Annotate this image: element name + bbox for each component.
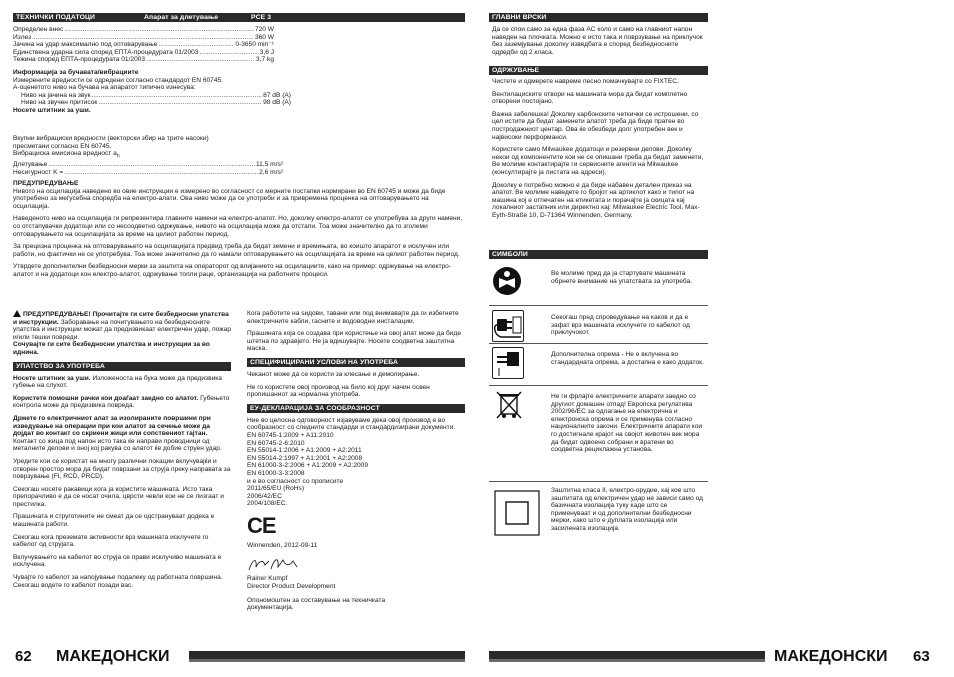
symbol-divider	[489, 385, 708, 386]
ear-protection: Носете штитник за уши.	[13, 106, 91, 114]
usage-paragraph: Прашината која се создава при користење на овој апат може да биде штетна по здравјето. Не ја вдишувајте. Носете соодветна заштитна маска.	[247, 330, 461, 353]
ce-mark-icon: CE	[247, 512, 276, 538]
page-language: МАКЕДОНСКИ	[774, 648, 888, 665]
vibration-emission: Вибрациска емисиона вредност $a_h$	[13, 150, 120, 160]
warning-triangle-icon	[13, 310, 21, 317]
symbol-description: Дополнителна опрема - Не е вклучена во стандардната опрема, а достапна е како додаток.	[551, 351, 704, 366]
ce-intro: Ние во целосна одговорност изјавуваме дека овој производ е во сообразност со следните стандарди и стандардизирани документи.	[247, 416, 456, 432]
standard-item: EN 60745-1:2009 + A11:2010	[247, 431, 334, 439]
standard-item: EN 61000-3-3:2008	[247, 469, 305, 477]
usage-paragraph: Уредите кои се користат на многу различни локации вклучувајќи и отворен простор мора да бидат поврзани за струја преку направата за поврзување (FI, RCD, PRCD).	[13, 457, 231, 481]
usage-paragraph: Секогаш кога преземате активности врз машината исклучете го кабелот од струјата.	[13, 533, 209, 549]
footer-rule-shadow	[489, 659, 765, 662]
vibration-row: Несигурност K = ..... 2,6 m/s²	[13, 169, 283, 177]
spec-row: Излез ..... 360 W	[13, 34, 274, 42]
specified-use-paragraph: Не го користете овој производ на било кој друг начин освен пропишаниот за нормална употреба.	[247, 383, 430, 399]
maintenance-section	[492, 78, 706, 225]
spec-row: Единствена ударна сила според ЕПТА-процедурата 01/2003 ..... 3,6 J	[13, 49, 274, 57]
usage-header: УПАТСТВО ЗА УПОТРЕБА	[13, 362, 231, 371]
spec-row: Јачина на удар максимално под оптоварување ..... 0-3650 min⁻¹	[13, 41, 274, 49]
standard-item: EN 61000-3-2:2006 + A1:2009 + A2:2009	[247, 462, 368, 470]
vibration-warning	[13, 180, 465, 284]
vibration-row: Длетување ..... 11,5 m/s²	[13, 161, 283, 169]
symbol-divider	[489, 481, 708, 482]
warning-paragraph: Нивото на осцилација наведено во овие инструкции е измерено во согласност со мерните постапки нормирани во EN 60745 и може да биде употребено за меѓусебна споредба на електро-алати. Ова ниво може да се употреби и за привремена проценка на оптоварувањето на осцилација.	[13, 187, 446, 210]
vibration-section	[13, 135, 283, 176]
main-connection-header: ГЛАВНИ ВРСКИ	[489, 13, 708, 22]
spec-row: Тежина според ЕПТА-процедурата 01/2003 ..... 3,7 kg	[13, 56, 274, 64]
accessory-icon	[492, 347, 524, 379]
maintenance-paragraph: Вентилациските отвори на машината мора да бидат комплетно отворени постојано.	[492, 90, 688, 106]
noise-weighted: А-оценетото ниво на бучава на апаратот типично изнесува:	[13, 84, 196, 92]
spec-table	[13, 26, 274, 64]
tech-data-model: PCE 3	[251, 14, 272, 21]
maintenance-paragraph: Важна забелешка! Доколку карбонските четкички се истрошени, со цел истите да бидат заменети алатот треба да биде пратен во постродажниот центар. Ова ќе обезбеди долг употребен век и највисоки перформанси.	[492, 110, 699, 141]
symbol-description: Ве молиме пред да ја стартувате машината обрнете внимание на упатствата за употреба.	[551, 270, 693, 285]
maintenance-paragraph: Доколку е потребно можно е да биде набавен детален приказ на апатот. Ве молиме наведете го бројот на артиклот како и типот на машина кој е отпечатен на етикетата и порачајте ја скицата кај локалниот застапник или директно кај: Milwaukee Electric Tool, Max-Eyth-Straße 10, D-71364 Winnenden, Germany.	[492, 181, 700, 219]
usage-paragraph: Вклучувањето на кабелот во струја се прави исклучиво машината е исклучена.	[13, 553, 222, 569]
specified-use-header: СПЕЦИФИЦИРАНИ УСЛОВИ НА УПОТРЕБА	[247, 358, 465, 367]
usage-paragraph: Држете го електричниот алат за изoлираните површини при изведување на операции при кои алатот за сечење може да дојдат во контакт со скриени жици или сопствениот гајтан. Контакт со жица под напон исто така ќе направи проводници од металните делови и оној кој ракува со алатот ќе добие струен удар.	[13, 414, 222, 453]
specified-use-paragraph: Чеканот може да се користи за клесање и демолирање.	[247, 370, 420, 378]
signer-name: Rainer Kumpf	[247, 575, 288, 583]
symbol-divider	[489, 343, 708, 344]
noise-row: Ниво на звучен притисок ..... 98 dB (A)	[13, 99, 291, 107]
keep-instructions: Сочувајте ги сите безбедносни упатства и инструкции за во иднина.	[13, 341, 210, 356]
weee-bin-icon	[495, 390, 523, 422]
usage-paragraph: Секогаш носете ракавици кога ја користите машината. Исто така препорачливо е да се носат очила, цврсти чевли кои не се лизгаат и престилка.	[13, 485, 224, 508]
page-number: 63	[913, 648, 930, 665]
page-number: 62	[15, 648, 32, 665]
noise-title: Информација за бучавата/вибрациите	[13, 69, 139, 76]
signer-title: Director Product Development	[247, 583, 336, 591]
standard-item: EN 55014-2:1997 + A1:2001 + A2:2008	[247, 454, 363, 462]
standard-item: EN 60745-2-6:2010	[247, 439, 305, 447]
page-language: МАКЕДОНСКИ	[56, 648, 170, 665]
usage-paragraph: Кога работите на ѕидови, тавани или под внимавајте да ги избегнете електричните кабли, гасните и водоводни инсталации.	[247, 310, 459, 325]
vibration-intro: Вкупни вибрациски вредности (векторски збир на трите насоки) пресметани согласно EN 60745.	[13, 135, 209, 150]
spec-row: Определен внес ..... 720 W	[13, 26, 274, 34]
place-date: Winnenden, 2012-09-11	[247, 541, 318, 549]
class-ii-icon	[493, 489, 541, 537]
ce-declaration-header: ЕУ-ДЕКЛАРАЦИЈА ЗА СООБРАЗНОСТ	[247, 404, 465, 413]
noise-intro: Измерените вредности се одредени согласно стандардот EN 60745.	[13, 76, 223, 84]
left-column-b	[247, 310, 465, 612]
tech-data-title: ТЕХНИЧКИ ПОДАТОЦИ	[16, 14, 96, 21]
unplug-icon	[492, 310, 524, 342]
noise-section	[13, 69, 291, 115]
warning-paragraph: Утврдете дополнителни безбедносни мерки за заштита на операторот од влијанието на осцилациите, како на пример: одржување на електро-алатот и на додатоци кон електро-алатот, одржување топли раце, организација на работните процеси.	[13, 263, 452, 278]
signature-icon	[247, 555, 307, 573]
directive-item: 2004/108/EC.	[247, 500, 288, 508]
usage-paragraph: Прашината и струготините не смеат да се одстрануваат додека е машината работи.	[13, 513, 215, 529]
symbol-description: Заштитна класа II, електро-орудие, кај кое што заштитата од електричен удар не зависи само од базичната изолација туку каде што се применуваат и од дополнителни безбедносни мерки, како што е дуплата изолација или засилената изолација.	[551, 487, 703, 532]
usage-paragraph: Чувајте го кабелот за напојување подалеку од работната површина. Секогаш водете го кабелот позади вас.	[13, 574, 223, 589]
left-column-a	[13, 310, 231, 594]
footer-rule	[489, 651, 765, 659]
maintenance-header: ОДРЖУВАЊЕ	[489, 66, 708, 75]
directive-item: 2006/42/EC	[247, 492, 282, 500]
vibration-warning-title: ПРЕДУПРЕДУВАЊЕ	[13, 180, 79, 187]
read-manual-icon	[492, 266, 522, 296]
standard-item: EN 55014-1:2006 + A1:2009 + A2:2011	[247, 447, 362, 455]
main-connection-text: Да се спои само за една фаза AC коло и само на главниот напон наведен на плочката. Можно е исто така и поврзување на приклучок без заземјување доколку изведбата е според безбедносните одредби од 2 класа.	[492, 26, 703, 56]
maintenance-paragraph: Чистете и одмерете навреме песно помачкувајте со FIXTEC.	[492, 78, 679, 85]
symbol-description: Не ги фрлајте електричните апарати заедно со другиот домашен отпад! Европска регулатива 2002/96/EC за одлагање на електрична и електронска опрема и се применува согласно националните закони. Електричните апарати кои го достигнале крајот на својот животен век мора да бидат одвоено собрани и вратени во соодветна рециклажна установа.	[551, 393, 703, 454]
symbol-divider	[489, 305, 708, 306]
directive-item: 2011/65/EU (RoHs)	[247, 485, 305, 493]
maintenance-paragraph: Користете само Milwaukee додатоци и резервни делови. Доколку некои од компонентите кои не се опишани треба да бидат заменети, Ве молиме контактирајте ги сервисните агенти на Milwaukee (консултирајте ја листата на адреси).	[492, 146, 704, 176]
warning-paragraph: Наведеното ниво на осцилација ги репрезентира главните намени на електро-алатот. Но, доколку електро-алатот се употребува за други намени, со отстапувачки додатоци или со несоодветно одржување, нивото на осцилација може да отстапи. Тоа може значително да го зголеми оптоварувањето на осцилацијата за време на целиот работен период.	[13, 215, 463, 238]
authorized-person: Опономоштен за составување на техничката документација.	[247, 596, 386, 612]
symbols-header: СИМБОЛИ	[489, 250, 708, 259]
warning-paragraph: За прецизна проценка на оптоварувањето на осцилацијата предвид треба да бидат земени и времињата, во коишто апаратот е исклучен или работи, но фактички не се употребува. Тоа може значително да го намали оптоварувањето на осцилацијата за време на целиот работен период.	[13, 243, 460, 258]
tech-data-product: Апарат за длетување	[144, 14, 219, 21]
usage-paragraph: Користете помошни рачки кои доаѓаат заедно со алатот. Губењето контрола може да предизвика повреда.	[13, 394, 230, 410]
tech-data-header	[13, 13, 465, 22]
directives-intro: и е во согласност со прописите	[247, 477, 344, 485]
usage-paragraph: Носете штитник за уши. Изложеноста на бука може да предизвика губење на слухот.	[13, 374, 222, 390]
noise-row: Ниво на јачина на звук ..... 87 dB (A)	[13, 92, 291, 100]
safety-warning: ПРЕДУПРЕДУВАЊЕ! Прочитајте ги сите безбедносни упатства и инструкции. Заборавање на почитувањето на безбедносните упатства и инструкции можат да предизвикаат електричен удар, пожар и/или тешки повреди. Сочувајте ги сите безбедносни упатства и инструкции за во иднина.	[13, 311, 232, 356]
footer-rule-shadow	[189, 659, 465, 662]
symbol-description: Секогаш пред спроведување на каков и да е зафат врз машината исклучете го кабелот од приклучокот.	[551, 314, 690, 337]
footer-rule	[189, 651, 465, 659]
